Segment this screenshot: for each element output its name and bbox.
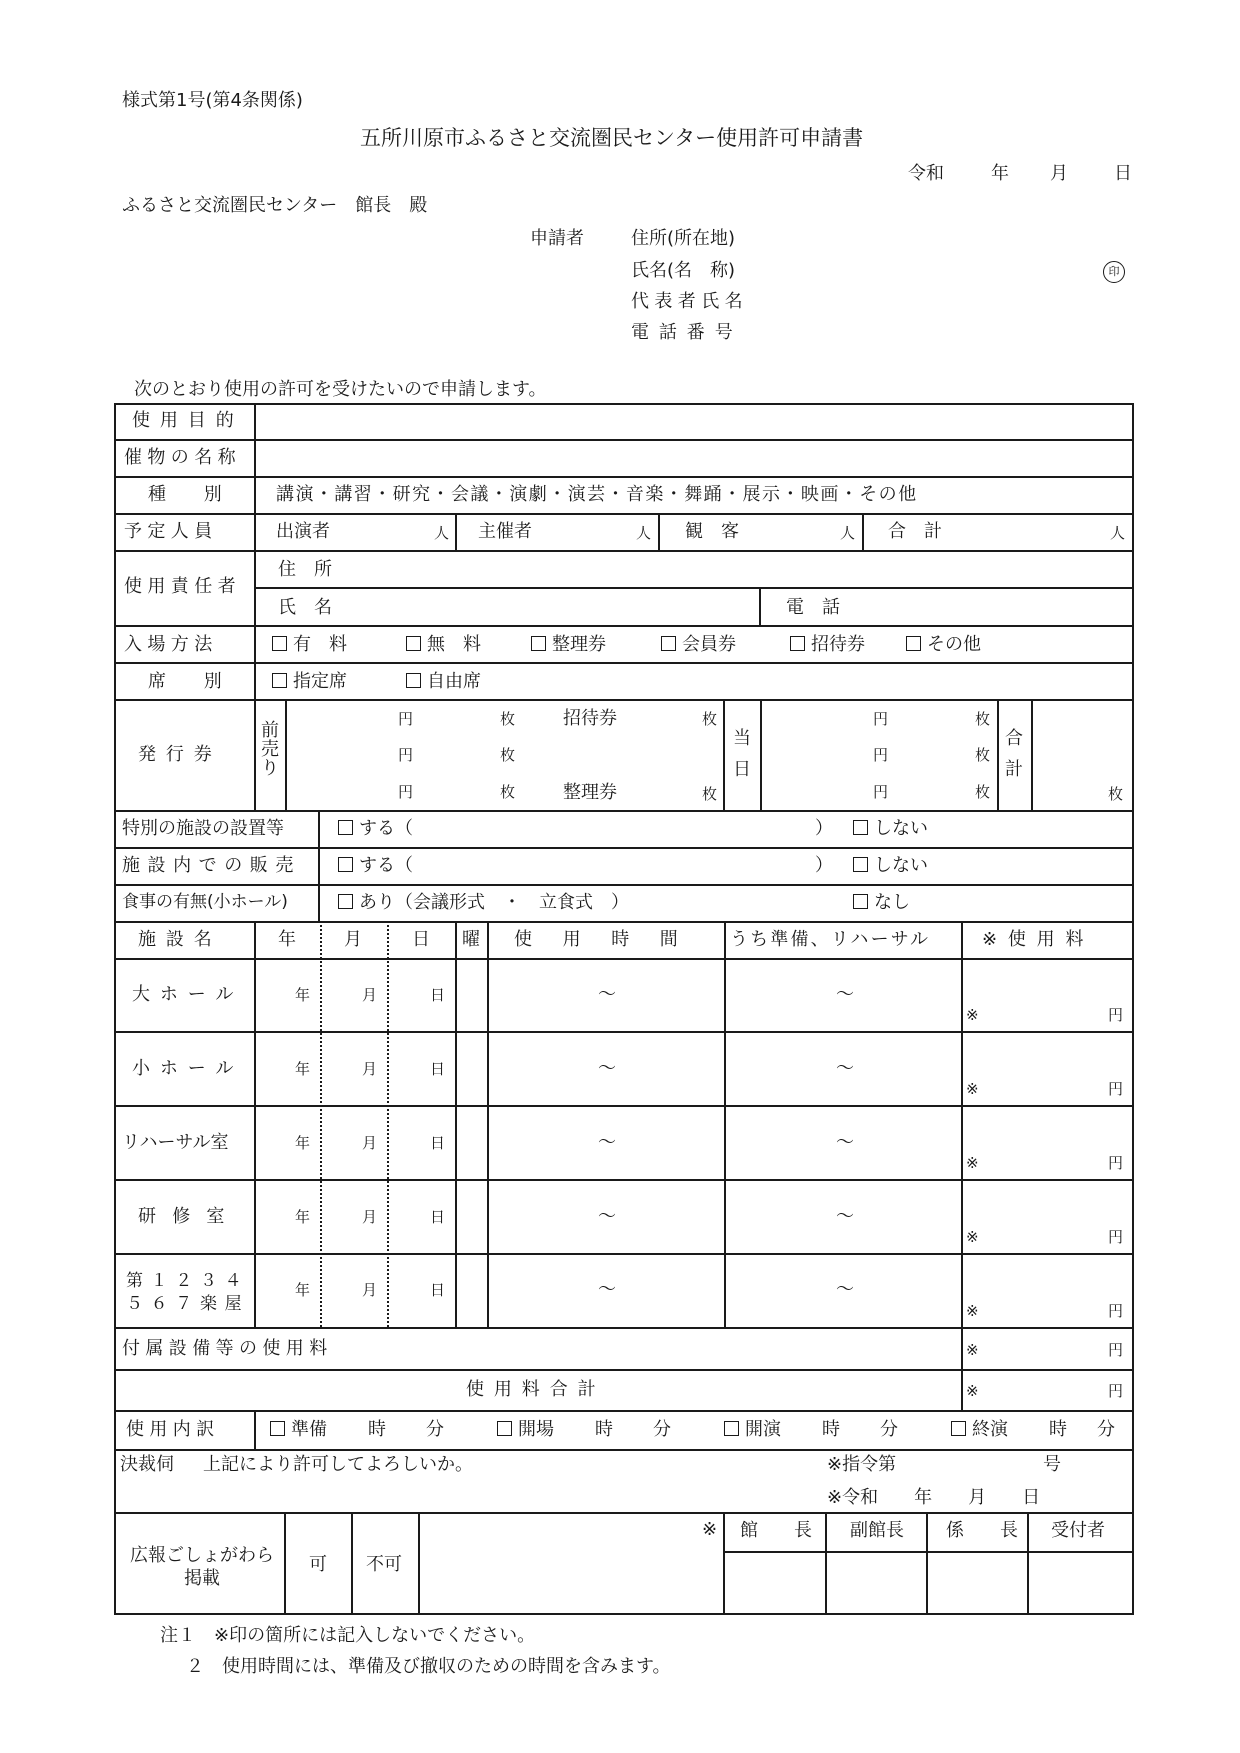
- checkbox-icon: [853, 894, 868, 909]
- usage-open-hour: 時: [595, 1419, 613, 1440]
- order-number-suffix: 号: [1043, 1454, 1061, 1475]
- prep-tilde: ～: [836, 1206, 854, 1227]
- advance-label: 前売り: [261, 720, 279, 779]
- equipment-fee-label: 付属設備等の使用料: [122, 1338, 333, 1359]
- year-unit: 年: [295, 1208, 311, 1226]
- fee-mark: ※: [966, 1006, 979, 1024]
- facility-name: リハーサル室: [122, 1132, 229, 1153]
- fee-total-label: 使用料合計: [466, 1379, 606, 1400]
- year-unit: 年: [295, 1134, 311, 1152]
- checkbox-icon: [406, 636, 421, 651]
- ticket-sum-label: 合計: [1005, 728, 1023, 780]
- year-unit: 年: [295, 1281, 311, 1299]
- sameday-label: 当日: [733, 728, 751, 780]
- sales-do-option[interactable]: する（: [338, 857, 413, 875]
- checkbox-icon: [724, 1421, 739, 1436]
- advance-sheets-3: 枚: [500, 783, 516, 801]
- special-facility-label: 特別の施設の設置等: [122, 818, 284, 839]
- checkbox-icon: [406, 673, 421, 688]
- prep-tilde: ～: [836, 1058, 854, 1079]
- day-unit: 日: [430, 1134, 446, 1152]
- sameday-yen-3: 円: [873, 783, 889, 801]
- checkbox-icon: [497, 1421, 512, 1436]
- time-tilde: ～: [598, 1206, 616, 1227]
- advance-yen-1: 円: [398, 710, 414, 728]
- organizer-unit: 人: [636, 524, 652, 542]
- performers-unit: 人: [434, 524, 450, 542]
- seat-label: 席 別: [148, 671, 232, 692]
- seat-reserved-option[interactable]: 指定席: [272, 673, 347, 691]
- name-label: 氏名(名 称): [631, 260, 736, 281]
- facility-name: 研修室: [138, 1206, 241, 1227]
- receptionist-stamp-label: 受付者: [1051, 1520, 1105, 1541]
- facility-name: 小ホール: [132, 1058, 244, 1079]
- checkbox-icon: [531, 636, 546, 651]
- approval-label: 決裁伺: [120, 1454, 174, 1475]
- fee-yen: 円: [1108, 1006, 1124, 1024]
- sameday-sheets-1: 枚: [975, 710, 991, 728]
- fee-mark: ※: [966, 1228, 979, 1246]
- fee-mark: ※: [966, 1302, 979, 1320]
- numbered-ticket-sheets: 枚: [702, 785, 718, 803]
- total-unit: 人: [1110, 524, 1126, 542]
- equipment-fee-yen: 円: [1108, 1341, 1124, 1359]
- checkbox-icon: [270, 1421, 285, 1436]
- applicant-label: 申請者: [530, 228, 584, 249]
- usage-open-minute: 分: [653, 1419, 671, 1440]
- address-label: 住所(所在地): [631, 228, 736, 249]
- date-month-label: 月: [1050, 163, 1068, 184]
- month-unit: 月: [362, 986, 378, 1004]
- day-unit: 日: [430, 1208, 446, 1226]
- sameday-sheets-3: 枚: [975, 783, 991, 801]
- prep-tilde: ～: [836, 984, 854, 1005]
- meal-no-option[interactable]: なし: [853, 894, 910, 912]
- sameday-yen-2: 円: [873, 746, 889, 764]
- purpose-label: 使用目的: [132, 410, 244, 431]
- invite-ticket-label: 招待券: [563, 708, 617, 729]
- form-number: 様式第1号(第4条関係): [122, 90, 303, 111]
- representative-label: 代表者氏名: [631, 291, 748, 312]
- usage-end-minute: 分: [1097, 1419, 1115, 1440]
- date-day-label: 日: [1114, 163, 1132, 184]
- facility-header: 施設名: [138, 929, 222, 950]
- equipment-fee-mark: ※: [966, 1341, 979, 1359]
- fee-yen: 円: [1108, 1080, 1124, 1098]
- usage-end-option[interactable]: 終演: [951, 1421, 1008, 1439]
- purpose-field[interactable]: [256, 441, 1130, 474]
- weekday-header: 曜: [462, 929, 480, 950]
- pr-ng-label[interactable]: 不可: [366, 1554, 402, 1575]
- usage-prep-option[interactable]: 準備: [270, 1421, 327, 1439]
- time-tilde: ～: [598, 984, 616, 1005]
- performers-label: 出演者: [276, 521, 330, 542]
- checkbox-icon: [338, 894, 353, 909]
- ticket-sum-sheets: 枚: [1108, 785, 1124, 803]
- intro-text: 次のとおり使用の許可を受けたいので申請します。: [134, 379, 547, 400]
- note-1: 注１ ※印の箇所には記入しないでください。: [160, 1625, 536, 1646]
- usage-start-option[interactable]: 開演: [724, 1421, 781, 1439]
- time-tilde: ～: [598, 1132, 616, 1153]
- usage-prep-minute: 分: [426, 1419, 444, 1440]
- sameday-yen-1: 円: [873, 710, 889, 728]
- people-label: 予定人員: [124, 521, 218, 542]
- fee-total-yen: 円: [1108, 1382, 1124, 1400]
- sales-not-option[interactable]: しない: [853, 857, 928, 875]
- director-stamp-label: 館 長: [740, 1520, 821, 1541]
- adm-other-option[interactable]: その他: [906, 636, 981, 654]
- total-label: 合 計: [888, 521, 942, 542]
- responsible-label: 使用責任者: [124, 576, 241, 597]
- advance-yen-3: 円: [398, 783, 414, 801]
- checkbox-icon: [853, 857, 868, 872]
- usage-label: 使用内訳: [126, 1419, 220, 1440]
- prep-header: うち準備、リハーサル: [730, 929, 931, 950]
- fee-yen: 円: [1108, 1154, 1124, 1172]
- month-header: 月: [344, 929, 362, 950]
- numbered-ticket-label: 整理券: [563, 782, 617, 803]
- date-year-label: 年: [991, 163, 1009, 184]
- usage-start-hour: 時: [822, 1419, 840, 1440]
- checkbox-icon: [853, 820, 868, 835]
- date-era: 令和: [908, 163, 944, 184]
- special-not-option[interactable]: しない: [853, 820, 928, 838]
- approval-text: 上記により許可してよろしいか。: [203, 1454, 473, 1475]
- approval-date: ※令和 年 月 日: [827, 1487, 1041, 1508]
- day-header: 日: [412, 929, 430, 950]
- time-tilde: ～: [598, 1279, 616, 1300]
- checkbox-icon: [338, 857, 353, 872]
- special-do-option[interactable]: する（: [338, 820, 413, 838]
- year-header: 年: [278, 929, 296, 950]
- advance-sheets-1: 枚: [500, 710, 516, 728]
- adm-free-option[interactable]: 無 料: [406, 636, 481, 654]
- usage-start-minute: 分: [880, 1419, 898, 1440]
- order-number-label: ※指令第: [827, 1454, 897, 1475]
- admission-label: 入場方法: [124, 634, 218, 655]
- fee-mark: ※: [966, 1154, 979, 1172]
- month-unit: 月: [362, 1208, 378, 1226]
- usage-open-option[interactable]: 開場: [497, 1421, 554, 1439]
- month-unit: 月: [362, 1060, 378, 1078]
- day-unit: 日: [430, 1060, 446, 1078]
- adm-paid-option[interactable]: 有 料: [272, 636, 347, 654]
- event-name-label: 催物の名称: [124, 447, 241, 468]
- audience-unit: 人: [840, 524, 856, 542]
- facility-name: 第１２３４ ５６７楽屋: [126, 1271, 250, 1314]
- month-unit: 月: [362, 1134, 378, 1152]
- usage-prep-hour: 時: [368, 1419, 386, 1440]
- special-paren: ）: [815, 818, 833, 839]
- note-2: ２ 使用時間には、準備及び撤収のための時間を含みます。: [186, 1656, 671, 1677]
- checkbox-icon: [951, 1421, 966, 1436]
- year-unit: 年: [295, 986, 311, 1004]
- adm-member-option[interactable]: 会員券: [661, 636, 736, 654]
- advance-sheets-2: 枚: [500, 746, 516, 764]
- pr-mark: ※: [702, 1519, 718, 1540]
- pr-ok-label[interactable]: 可: [309, 1554, 327, 1575]
- phone-label: 電話番号: [631, 322, 743, 343]
- facility-name: 大ホール: [132, 984, 244, 1005]
- checkbox-icon: [272, 673, 287, 688]
- chief-stamp-label: 係 長: [946, 1520, 1027, 1541]
- checkbox-icon: [661, 636, 676, 651]
- checkbox-icon: [906, 636, 921, 651]
- meal-yes-option[interactable]: あり（会議形式 ・ 立食式 ）: [338, 894, 629, 912]
- usage-end-hour: 時: [1049, 1419, 1067, 1440]
- seat-free-option[interactable]: 自由席: [406, 673, 481, 691]
- month-unit: 月: [362, 1281, 378, 1299]
- fee-yen: 円: [1108, 1302, 1124, 1320]
- meal-label: 食事の有無(小ホール): [122, 892, 288, 912]
- fee-header: ※使用料: [982, 929, 1095, 950]
- vice-director-stamp-label: 副館長: [850, 1520, 904, 1541]
- advance-yen-2: 円: [398, 746, 414, 764]
- addressee: ふるさと交流圏民センター 館長 殿: [122, 195, 428, 216]
- resp-phone-label: 電 話: [786, 597, 840, 618]
- fee-yen: 円: [1108, 1228, 1124, 1246]
- checkbox-icon: [338, 820, 353, 835]
- time-tilde: ～: [598, 1058, 616, 1079]
- type-label: 種 別: [148, 484, 232, 505]
- day-unit: 日: [430, 1281, 446, 1299]
- sameday-sheets-2: 枚: [975, 746, 991, 764]
- organizer-label: 主催者: [478, 521, 532, 542]
- adm-ticket-option[interactable]: 整理券: [531, 636, 606, 654]
- day-unit: 日: [430, 986, 446, 1004]
- checkbox-icon: [790, 636, 805, 651]
- time-header: 使用時間: [514, 929, 709, 950]
- prep-tilde: ～: [836, 1279, 854, 1300]
- prep-tilde: ～: [836, 1132, 854, 1153]
- pr-label: 広報ごしょがわら 掲載: [130, 1545, 274, 1589]
- year-unit: 年: [295, 1060, 311, 1078]
- seal-icon: 印: [1103, 261, 1125, 283]
- checkbox-icon: [272, 636, 287, 651]
- invite-ticket-sheets: 枚: [702, 710, 718, 728]
- resp-address-label: 住 所: [278, 559, 332, 580]
- adm-invite-option[interactable]: 招待券: [790, 636, 865, 654]
- sales-paren: ）: [815, 855, 833, 876]
- audience-label: 観 客: [685, 521, 739, 542]
- sales-label: 施設内での販売: [122, 855, 301, 876]
- resp-name-label: 氏 名: [278, 597, 332, 618]
- fee-mark: ※: [966, 1080, 979, 1098]
- form-title: 五所川原市ふるさと交流圏民センター使用許可申請書: [360, 126, 864, 150]
- tickets-label: 発行券: [138, 744, 222, 765]
- type-options[interactable]: 講演・講習・研究・会議・演劇・演芸・音楽・舞踊・展示・映画・その他: [276, 484, 918, 505]
- fee-total-mark: ※: [966, 1382, 979, 1400]
